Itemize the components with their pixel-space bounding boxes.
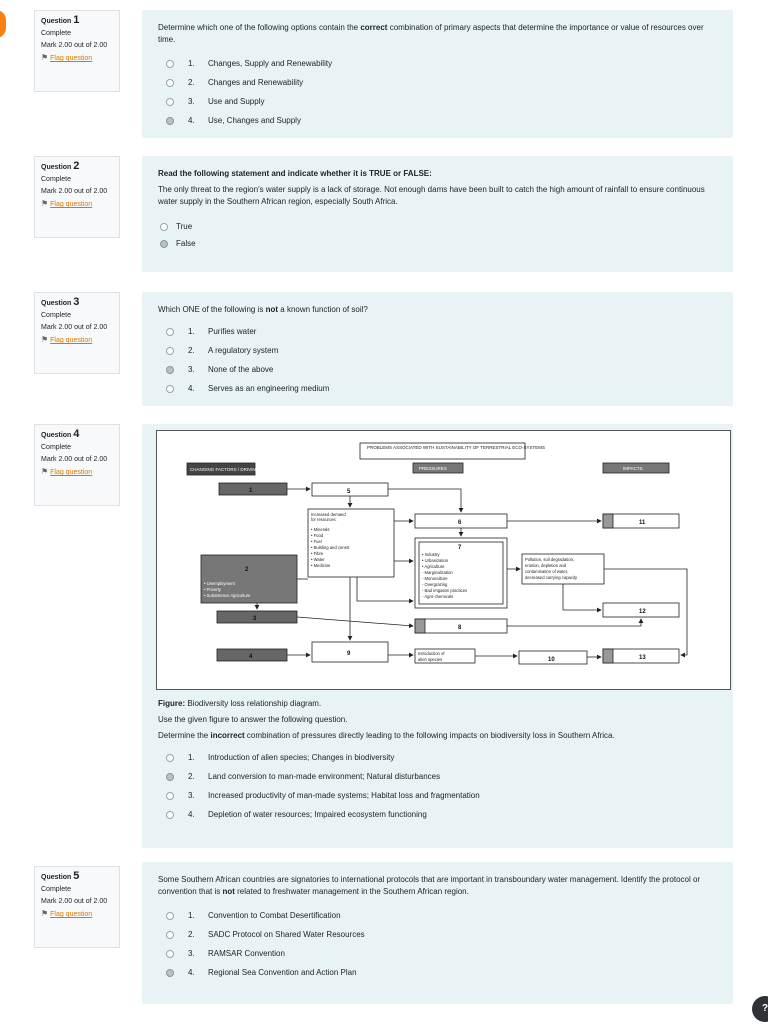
question-content-3 bbox=[142, 292, 733, 406]
diagram-svg bbox=[157, 431, 730, 689]
question-state: Complete bbox=[41, 886, 71, 893]
flag-question-link[interactable]: ⚑ Flag question bbox=[41, 335, 93, 344]
num-12: 12 bbox=[639, 609, 646, 615]
demand-line: for resources: bbox=[311, 517, 337, 522]
question-info-4 bbox=[34, 424, 120, 506]
driver-line: • Subsistence Agriculture bbox=[204, 593, 251, 598]
flag-question-link[interactable]: ⚑ Flag question bbox=[41, 467, 93, 476]
pressure-line: • Urbanization bbox=[422, 558, 449, 563]
question-content-5 bbox=[142, 862, 733, 1004]
biodiversity-diagram bbox=[156, 430, 731, 690]
demand-line: • Fibre bbox=[311, 551, 324, 556]
flag-question-link[interactable]: ⚑ Flag question bbox=[41, 53, 93, 62]
demand-line: • Building and constr. bbox=[311, 545, 351, 550]
answer-option[interactable]: 4. Regional Sea Convention and Action Plan bbox=[158, 963, 717, 982]
answer-option[interactable]: 3. Use and Supply bbox=[158, 92, 717, 111]
radio-button-selected[interactable] bbox=[160, 240, 168, 248]
num-1: 1 bbox=[249, 488, 253, 494]
question-info-1 bbox=[34, 10, 120, 92]
driver-line: • Unemployment bbox=[204, 581, 235, 586]
driver-line: • Poverty bbox=[204, 587, 221, 592]
question-statement: The only threat to the region's water supply is a lack of storage. Not enough dams have been built to catch the high amount of rainfall to ensure continuous water supply in the Southern African region, especially South Africa. bbox=[158, 185, 705, 206]
question-text: Determine the incorrect combination of pressures directly leading to the following impacts on biodiversity loss in Southern Africa. bbox=[158, 731, 615, 740]
question-content-1 bbox=[142, 10, 733, 138]
question-info-3 bbox=[34, 292, 120, 374]
question-state: Complete bbox=[41, 444, 71, 451]
pollution-line: contamination of water, bbox=[525, 569, 569, 574]
col2-header: PRESSURES bbox=[419, 466, 447, 471]
question-number: Question 4 bbox=[41, 428, 80, 440]
radio-button[interactable] bbox=[166, 79, 174, 87]
answer-option[interactable]: 3. RAMSAR Convention bbox=[158, 944, 717, 963]
question-number: Question 2 bbox=[41, 160, 80, 172]
col3-header: IMPACTS bbox=[623, 466, 643, 471]
answer-option[interactable]: 2. A regulatory system bbox=[158, 341, 717, 360]
flag-icon: ⚑ bbox=[41, 335, 49, 344]
flag-icon: ⚑ bbox=[41, 53, 49, 62]
answer-option[interactable]: 2. SADC Protocol on Shared Water Resources bbox=[158, 925, 717, 944]
radio-button[interactable] bbox=[166, 792, 174, 800]
nav-indicator bbox=[0, 10, 6, 38]
question-content-2 bbox=[142, 156, 733, 272]
demand-line: • Fuel bbox=[311, 539, 322, 544]
answer-option[interactable]: 2. Land conversion to man-made environment; Natural disturbances bbox=[158, 767, 717, 786]
demand-line: Increased demand bbox=[311, 512, 346, 517]
radio-button[interactable] bbox=[166, 950, 174, 958]
answer-option[interactable]: 4. Depletion of water resources; Impaired ecosystem functioning bbox=[158, 805, 717, 824]
question-number: Question 5 bbox=[41, 870, 80, 882]
pressure-line: - Marginalization bbox=[422, 570, 453, 575]
answer-option[interactable]: 4. Use, Changes and Supply bbox=[158, 111, 717, 130]
num-10: 10 bbox=[548, 657, 555, 663]
flag-icon: ⚑ bbox=[41, 909, 49, 918]
num-8: 8 bbox=[458, 625, 462, 631]
answer-option[interactable]: 1. Purifies water bbox=[158, 322, 717, 341]
pollution-line: Pollution, soil degradation, bbox=[525, 557, 575, 562]
answer-option-true[interactable]: True bbox=[158, 218, 717, 235]
question-heading: Read the following statement and indicate whether it is TRUE or FALSE: bbox=[158, 169, 432, 178]
radio-button-selected[interactable] bbox=[166, 773, 174, 781]
radio-button-selected[interactable] bbox=[166, 366, 174, 374]
num-7: 7 bbox=[458, 545, 462, 551]
radio-button-selected[interactable] bbox=[166, 969, 174, 977]
box-1 bbox=[219, 483, 287, 495]
question-info-2 bbox=[34, 156, 120, 238]
question-number: Question 1 bbox=[41, 14, 80, 26]
question-text: Which ONE of the following is not a known function of soil? bbox=[158, 305, 368, 314]
num-2: 2 bbox=[245, 567, 249, 573]
demand-line: • Food bbox=[311, 533, 324, 538]
answer-option[interactable]: 3. Increased productivity of man-made systems; Habitat loss and fragmentation bbox=[158, 786, 717, 805]
figure-caption: Figure: Biodiversity loss relationship diagram. bbox=[158, 699, 322, 708]
num-5: 5 bbox=[347, 489, 351, 495]
question-instruction: Use the given figure to answer the following question. bbox=[158, 715, 348, 724]
diagram-title-line: PROBLEMS ASSOCIATED WITH SUSTAINABILITY OF TERRESTRIAL ECO-SYSTEMS bbox=[367, 445, 546, 450]
flag-question-link[interactable]: ⚑ Flag question bbox=[41, 909, 93, 918]
question-grade: Mark 2.00 out of 2.00 bbox=[41, 456, 108, 463]
radio-button-selected[interactable] bbox=[166, 117, 174, 125]
box-3 bbox=[217, 611, 297, 623]
num-3: 3 bbox=[253, 616, 257, 622]
answer-option[interactable]: 1. Convention to Combat Desertification bbox=[158, 906, 717, 925]
question-grade: Mark 2.00 out of 2.00 bbox=[41, 188, 108, 195]
flag-icon: ⚑ bbox=[41, 467, 49, 476]
num-9: 9 bbox=[347, 651, 351, 657]
answer-option[interactable]: 4. Serves as an engineering medium bbox=[158, 379, 717, 398]
num-4: 4 bbox=[249, 654, 253, 660]
question-grade: Mark 2.00 out of 2.00 bbox=[41, 42, 108, 49]
question-number: Question 3 bbox=[41, 296, 80, 308]
pressure-line: - Monoculture bbox=[422, 576, 448, 581]
num-6: 6 bbox=[458, 520, 462, 526]
question-state: Complete bbox=[41, 176, 71, 183]
radio-button[interactable] bbox=[166, 347, 174, 355]
radio-button[interactable] bbox=[166, 385, 174, 393]
question-grade: Mark 2.00 out of 2.00 bbox=[41, 898, 108, 905]
flag-question-link[interactable]: ⚑ Flag question bbox=[41, 199, 93, 208]
radio-button[interactable] bbox=[166, 754, 174, 762]
pressure-line: • Agriculture bbox=[422, 564, 445, 569]
pressure-line: - Agro-chemicals bbox=[422, 594, 454, 599]
radio-button[interactable] bbox=[166, 811, 174, 819]
question-state: Complete bbox=[41, 312, 71, 319]
radio-button[interactable] bbox=[166, 60, 174, 68]
col1-header: CHANGING FACTORS / DRIVING FORCES bbox=[190, 467, 280, 472]
demand-line: • Medicine bbox=[311, 563, 331, 568]
help-button[interactable]: ? bbox=[752, 996, 768, 1022]
num-11: 11 bbox=[639, 520, 646, 526]
radio-button[interactable] bbox=[166, 931, 174, 939]
pollution-line: erosion, depletion and bbox=[525, 563, 567, 568]
radio-button[interactable] bbox=[166, 98, 174, 106]
pressure-line: - Bad irrigation practices bbox=[422, 588, 468, 593]
question-info-5 bbox=[34, 866, 120, 948]
question-text: Determine which one of the following options contain the correct combination of primary aspects that determine the importance or value of resources over time. bbox=[158, 23, 704, 44]
question-state: Complete bbox=[41, 30, 71, 37]
alien-line: alien species bbox=[418, 657, 443, 662]
radio-button[interactable] bbox=[160, 223, 168, 231]
flag-icon: ⚑ bbox=[41, 199, 49, 208]
answer-option[interactable]: 2. Changes and Renewability bbox=[158, 73, 717, 92]
num-13: 13 bbox=[639, 655, 646, 661]
pollution-line: decreased carrying capacity bbox=[525, 575, 578, 580]
answer-option-false[interactable]: False bbox=[158, 235, 717, 252]
demand-line: • Minerals bbox=[311, 527, 330, 532]
answer-option[interactable]: 1. Introduction of alien species; Changes in biodiversity bbox=[158, 748, 717, 767]
demand-line: • Water bbox=[311, 557, 325, 562]
question-text: Some Southern African countries are signatories to international protocols that are important in transboundary water management. Identify the protocol or convention that is not related to freshwater management in the Southern African region. bbox=[158, 875, 701, 896]
answer-option[interactable]: 1. Changes, Supply and Renewability bbox=[158, 54, 717, 73]
radio-button[interactable] bbox=[166, 328, 174, 336]
answer-option[interactable]: 3. None of the above bbox=[158, 360, 717, 379]
alien-line: Introduction of bbox=[418, 651, 445, 656]
pressure-line: • Industry bbox=[422, 552, 440, 557]
pressure-line: - Overgrazing bbox=[422, 582, 448, 587]
radio-button[interactable] bbox=[166, 912, 174, 920]
question-content-4 bbox=[142, 424, 733, 848]
question-grade: Mark 2.00 out of 2.00 bbox=[41, 324, 108, 331]
